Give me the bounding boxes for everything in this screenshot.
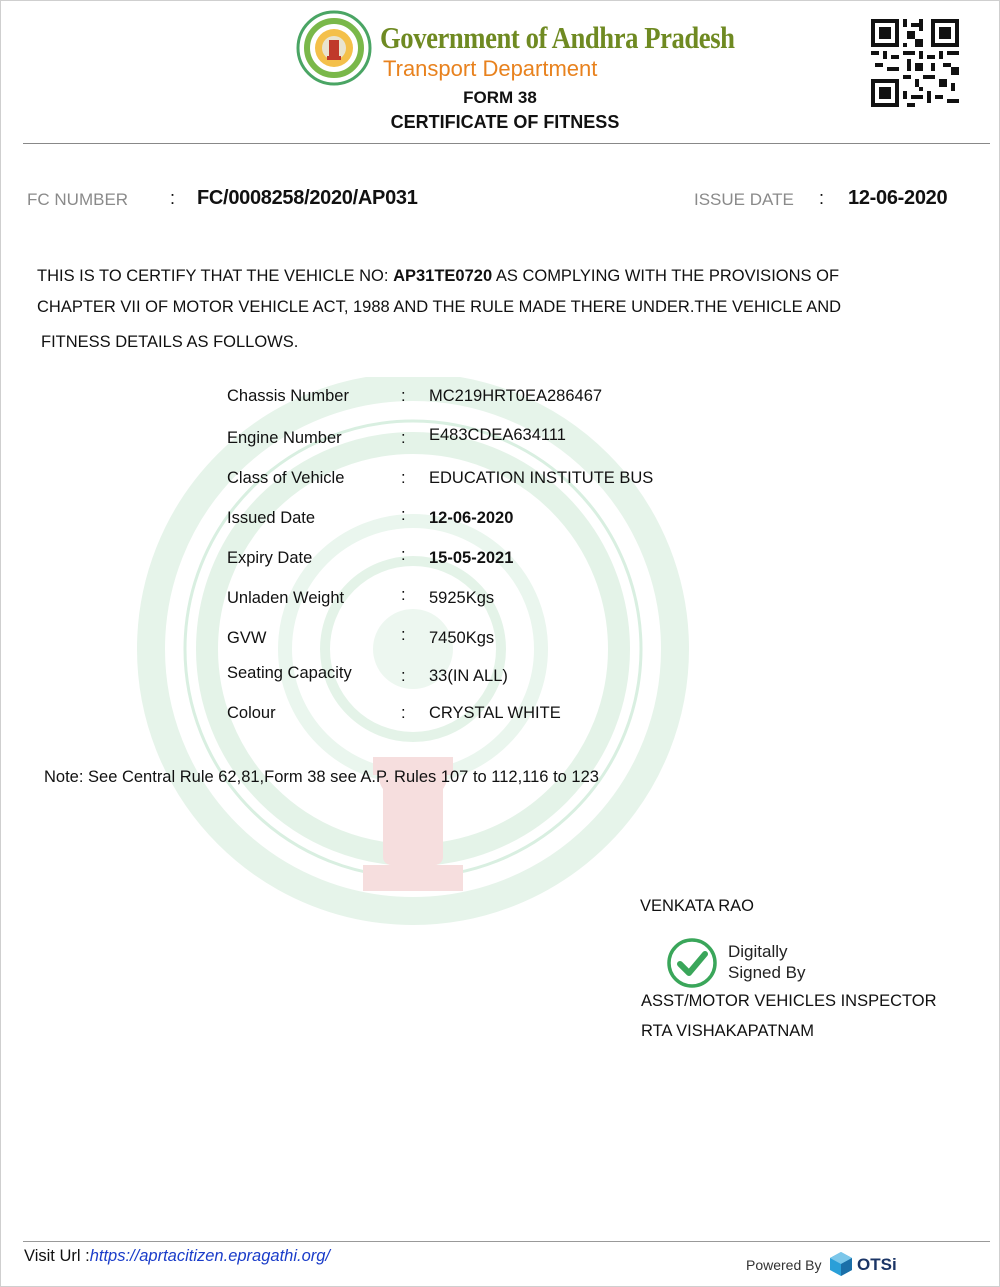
issued-date-value: 12-06-2020 — [429, 509, 514, 527]
signatory-role: ASST/MOTOR VEHICLES INSPECTOR — [641, 992, 937, 1010]
engine-number-value: E483CDEA634111 — [429, 426, 566, 444]
seating-capacity-label: Seating Capacity — [227, 664, 352, 682]
fc-number-label: FC NUMBER — [27, 190, 129, 209]
otsi-logo-icon — [829, 1251, 853, 1277]
header-divider — [23, 143, 990, 144]
certify-line-1 — [37, 267, 839, 286]
detail-colon: : — [401, 506, 406, 524]
digitally-signed-label — [728, 941, 806, 983]
detail-colon: : — [401, 469, 406, 487]
seating-capacity-value: 33(IN ALL) — [429, 667, 508, 685]
qr-code-icon — [871, 19, 959, 107]
colour-value: CRYSTAL WHITE — [429, 704, 561, 722]
detail-colon: : — [401, 586, 406, 604]
otsi-brand: OTSi — [857, 1255, 897, 1274]
visit-url-link[interactable]: https://aprtacitizen.epragathi.org/ — [89, 1247, 331, 1265]
gvw-value: 7450Kgs — [429, 629, 495, 647]
visit-url-label: Visit Url : — [24, 1247, 90, 1265]
issue-date-label: ISSUE DATE — [694, 190, 794, 209]
detail-colon: : — [401, 387, 406, 405]
form-number: FORM 38 — [463, 88, 537, 107]
fc-number-value: FC/0008258/2020/AP031 — [197, 187, 418, 209]
certificate-title: CERTIFICATE OF FITNESS — [390, 112, 620, 132]
visit-url-line — [24, 1247, 330, 1266]
certify-line-3: FITNESS DETAILS AS FOLLOWS. — [41, 333, 299, 351]
chassis-number-label: Chassis Number — [227, 387, 349, 405]
digital-signature-check-icon — [666, 937, 718, 989]
signatory-office: RTA VISHAKAPATNAM — [641, 1022, 814, 1040]
digitally-signed-line-2: Signed By — [728, 963, 806, 982]
issued-date-label: Issued Date — [227, 509, 316, 527]
detail-colon: : — [401, 667, 406, 685]
certify-intro: THIS IS TO CERTIFY THAT THE VEHICLE NO: — [37, 267, 389, 285]
vehicle-class-value: EDUCATION INSTITUTE BUS — [429, 469, 654, 487]
issue-date-colon: : — [819, 188, 825, 208]
detail-colon: : — [401, 546, 406, 564]
certify-compliance: AS COMPLYING WITH THE PROVISIONS OF — [495, 267, 840, 285]
issue-date-value: 12-06-2020 — [848, 187, 948, 209]
chassis-number-value: MC219HRT0EA286467 — [429, 387, 603, 405]
vehicle-class-label: Class of Vehicle — [227, 469, 345, 487]
detail-colon: : — [401, 704, 406, 722]
unladen-weight-label: Unladen Weight — [227, 589, 345, 607]
detail-colon: : — [401, 626, 406, 644]
andhra-pradesh-seal-icon — [296, 10, 372, 86]
signatory-name: VENKATA RAO — [640, 897, 755, 915]
digitally-signed-line-1: Digitally — [728, 942, 788, 961]
vehicle-number: AP31TE0720 — [393, 267, 493, 285]
gvw-label: GVW — [227, 629, 267, 647]
powered-by-label: Powered By — [746, 1257, 822, 1273]
certify-line-2: CHAPTER VII OF MOTOR VEHICLE ACT, 1988 AND THE RULE MADE THERE UNDER.THE VEHICLE AND — [37, 298, 842, 316]
fc-number-colon: : — [170, 188, 176, 208]
footer-divider — [23, 1241, 990, 1242]
unladen-weight-value: 5925Kgs — [429, 589, 495, 607]
expiry-date-value: 15-05-2021 — [429, 549, 514, 567]
rules-note: Note: See Central Rule 62,81,Form 38 see A.P. Rules 107 to 112,116 to 123 — [44, 768, 599, 786]
watermark-seal — [137, 377, 689, 977]
colour-label: Colour — [227, 704, 276, 722]
department-name: Transport Department — [383, 56, 598, 81]
engine-number-label: Engine Number — [227, 429, 342, 447]
detail-colon: : — [401, 429, 406, 447]
government-title: Government of Andhra Pradesh — [380, 20, 735, 55]
expiry-date-label: Expiry Date — [227, 549, 313, 567]
